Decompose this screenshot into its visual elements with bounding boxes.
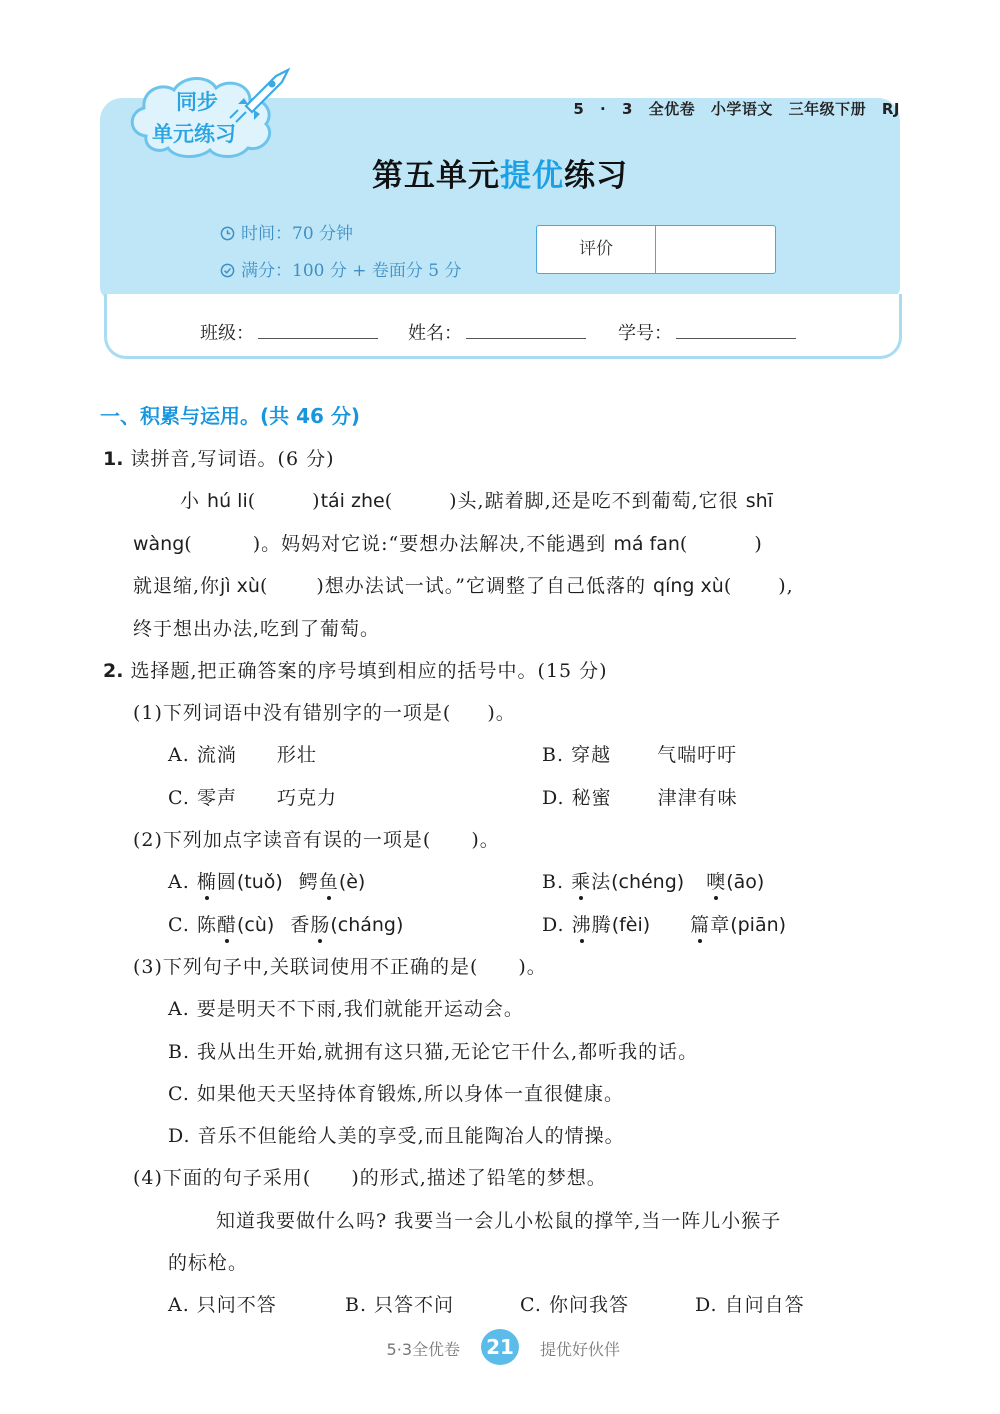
time-info: 时间：70 分钟 — [220, 219, 353, 244]
name-blank[interactable] — [466, 324, 586, 339]
q1-line-1: 小 hú li( )tái zhe( )头,踮着脚,还是吃不到葡萄,它很 shī — [180, 490, 773, 512]
q2-3-option-b: B. 我从出生开始,就拥有这只猫,无论它干什么,都听我的话。 — [168, 1041, 699, 1063]
q2-1-stem: (1)下列词语中没有错别字的一项是( )。 — [133, 702, 516, 724]
q2-4-stem: (4)下面的句子采用( )的形式,描述了铅笔的梦想。 — [133, 1167, 607, 1189]
page-title: 第五单元提优练习 — [372, 158, 628, 194]
page-number: 21 — [481, 1329, 519, 1365]
grade-level: 三年级下册 — [788, 100, 867, 118]
check-icon — [220, 263, 235, 278]
q2-3-option-d: D. 音乐不但能给人美的享受,而且能陶冶人的情操。 — [168, 1125, 625, 1147]
sync-unit-badge — [124, 64, 299, 164]
section-heading: 一、积累与运用。(共 46 分) — [100, 404, 361, 428]
q2-1-option-c: C. 零声 巧克力 — [168, 787, 337, 809]
edition: RJ — [881, 100, 900, 118]
q2-2-option-b: B. 乘法(chéng) 噢(āo) — [542, 871, 765, 893]
badge-line1: 同步 — [176, 90, 218, 114]
grade-box — [536, 225, 776, 274]
q2-4-passage-line1: 知道我要做什么吗? 我要当一会儿小松鼠的撑竿,当一阵儿小猴子 — [216, 1210, 782, 1232]
name-field: 姓名： — [408, 319, 586, 345]
page-footer — [0, 1328, 1000, 1366]
q1-line-4: 终于想出办法,吃到了葡萄。 — [133, 618, 381, 640]
q2-4-option-d: D. 自问自答 — [695, 1294, 805, 1316]
q2-2-option-d: D. 沸腾(fèi) 篇章(piān) — [542, 914, 787, 936]
series-line — [573, 98, 900, 119]
class-blank[interactable] — [258, 324, 378, 339]
question-2-title: 2. 选择题,把正确答案的序号填到相应的括号中。(15 分) — [103, 660, 608, 682]
q2-2-option-c: C. 陈醋(cù) 香肠(cháng) — [168, 914, 404, 936]
q2-1-option-d: D. 秘蜜 津津有味 — [542, 787, 738, 809]
q2-1-option-a: A. 流淌 形壮 — [168, 744, 317, 766]
clock-icon — [220, 226, 235, 241]
q2-3-stem: (3)下列句子中,关联词使用不正确的是( )。 — [133, 956, 547, 978]
footer-slogan: 提优好伙伴 — [540, 1340, 621, 1359]
question-1-title: 1. 读拼音,写词语。(6 分) — [103, 448, 335, 470]
q2-3-option-c: C. 如果他天天坚持体育锻炼,所以身体一直很健康。 — [168, 1083, 624, 1105]
score-info: 满分：100 分 + 卷面分 5 分 — [220, 256, 462, 281]
q2-1-option-b: B. 穿越 气喘吁吁 — [542, 744, 738, 766]
q2-4-passage-line2: 的标枪。 — [168, 1252, 249, 1274]
id-blank[interactable] — [676, 324, 796, 339]
q1-line-3: 就退缩,你jì xù( )想办法试一试。”它调整了自己低落的 qíng xù( ), — [133, 575, 794, 597]
footer-series: 5·3全优卷 — [386, 1340, 460, 1359]
q2-2-option-a: A. 椭圆(tuǒ) 鳄鱼(è) — [168, 871, 366, 893]
q2-2-stem: (2)下列加点字读音有误的一项是( )。 — [133, 829, 500, 851]
badge-line2: 单元练习 — [152, 122, 236, 146]
subject: 小学语文 — [710, 100, 773, 118]
q2-4-option-c: C. 你问我答 — [520, 1294, 629, 1316]
q2-3-option-a: A. 要是明天不下雨,我们就能开运动会。 — [168, 998, 524, 1020]
q2-4-option-b: B. 只答不问 — [345, 1294, 455, 1316]
class-field: 班级： — [200, 319, 378, 345]
q2-4-option-a: A. 只问不答 — [168, 1294, 277, 1316]
q1-line-2: wàng( )。妈妈对它说:“要想办法解决,不能遇到 má fan( ) — [133, 533, 763, 555]
series-name: 5 · 3 全优卷 — [573, 100, 696, 118]
grade-label: 评价 — [537, 226, 656, 273]
id-field: 学号： — [618, 319, 796, 345]
